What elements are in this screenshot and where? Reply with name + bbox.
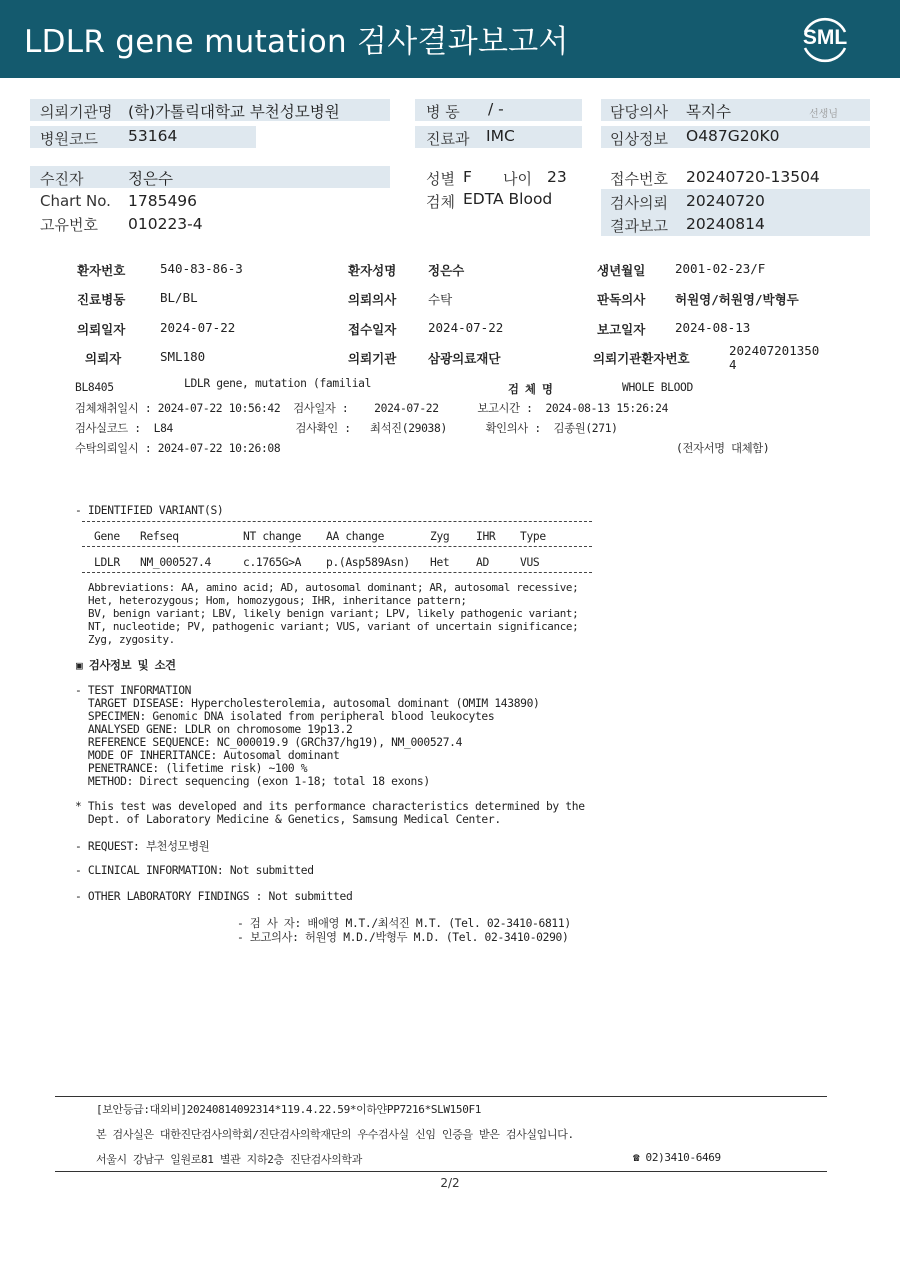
request-label: 검사의뢰 <box>610 194 668 212</box>
logo-text: SML <box>802 26 848 49</box>
report-title: LDLR gene mutation 검사결과보고서 <box>24 24 569 60</box>
request-value: 20240720 <box>686 192 765 210</box>
abbrev-line-5: Zyg, zygosity. <box>88 633 175 646</box>
patient-label: 수진자 <box>40 170 84 188</box>
col-gene: Gene <box>94 530 120 543</box>
clinical-label: 임상정보 <box>610 130 668 148</box>
hospital-code-value: 53164 <box>128 127 178 145</box>
pname-label: 환자성명 <box>348 263 397 278</box>
patient-value: 정은수 <box>128 170 173 188</box>
doctor-label: 담당의사 <box>610 103 668 121</box>
col-zyg: Zyg <box>430 530 450 543</box>
institution-value: (학)가톨릭대학교 부천성모병원 <box>128 103 340 121</box>
request-line: - REQUEST: 부천성모병원 <box>75 840 210 853</box>
pid-value: 540-83-86-3 <box>160 261 243 276</box>
uid-label: 고유번호 <box>40 216 98 234</box>
pname-value: 정은수 <box>428 263 465 278</box>
instpid-value-1: 202407201350 <box>729 343 820 358</box>
test-info-line-1: - TEST INFORMATION <box>75 684 192 697</box>
clinical-line: - CLINICAL INFORMATION: Not submitted <box>75 864 314 877</box>
doctor-suffix: 선생님 <box>809 109 838 120</box>
reqinst-label: 의뢰기관 <box>348 351 397 366</box>
specimen-label: 검체 <box>426 193 455 211</box>
abbrev-line-4: NT, nucleotide; PV, pathogenic variant; VUS, variant of uncertain significance; <box>88 620 579 633</box>
abbrev-line-1: Abbreviations: AA, amino acid; AD, autosomal dominant; AR, autosomal recessive; <box>88 581 579 594</box>
col-type: Type <box>520 530 546 543</box>
test-code: BL8405 <box>75 381 114 394</box>
test-info-line-5: REFERENCE SEQUENCE: NC_000019.9 (GRCh37/hg19), NM_000527.4 <box>75 736 463 749</box>
cert-line: 본 검사실은 대한진단검사의학회/진단검사의학재단의 우수검사실 신임 인증을 받은 검사실입니다. <box>96 1128 574 1141</box>
address-line: 서울시 강남구 일원로81 별관 지하2층 진단검사의학과 <box>96 1153 362 1166</box>
institution-label: 의뢰기관명 <box>40 103 113 121</box>
reader-value: 허원영/허원영/박형두 <box>675 292 799 307</box>
variant-title: - IDENTIFIED VARIANT(S) <box>75 504 224 517</box>
report-label: 결과보고 <box>610 217 668 235</box>
dob-value: 2001-02-23/F <box>675 261 766 276</box>
dob-label: 생년월일 <box>597 263 646 278</box>
variant-rule-mid <box>82 546 592 547</box>
sex-label: 성별 <box>426 170 455 188</box>
test-info-line-3: SPECIMEN: Genomic DNA isolated from peripheral blood leukocytes <box>75 710 495 723</box>
hospital-code-label: 병원코드 <box>40 130 98 148</box>
test-info-line-2: TARGET DISEASE: Hypercholesterolemia, autosomal dominant (OMIM 143890) <box>75 697 540 710</box>
col-refseq: Refseq <box>140 530 179 543</box>
report-value: 20240814 <box>686 215 765 233</box>
age-label: 나이 <box>503 170 532 188</box>
pid-label: 환자번호 <box>77 263 126 278</box>
age-value: 23 <box>547 168 567 186</box>
chart-value: 1785496 <box>128 192 198 210</box>
recdate-value: 2024-07-22 <box>428 320 504 335</box>
cell-ihr: AD <box>476 556 489 569</box>
variant-rule-bottom <box>82 572 592 573</box>
cell-zyg: Het <box>430 556 450 569</box>
dept-label: 진료과 <box>426 130 470 148</box>
footer-rule-bottom <box>55 1171 827 1172</box>
reqinst-value: 삼광의료재단 <box>428 351 501 366</box>
abbrev-line-3: BV, benign variant; LBV, likely benign variant; LPV, likely pathogenic variant; <box>88 607 579 620</box>
sex-value: F <box>463 168 472 186</box>
reqdoc-label: 의뢰의사 <box>348 292 397 307</box>
other-findings-line: - OTHER LABORATORY FINDINGS : Not submitted <box>75 890 353 903</box>
dept-value: IMC <box>486 127 515 145</box>
esign-note: (전자서명 대체함) <box>676 442 770 455</box>
instpid-value-2: 4 <box>729 357 737 372</box>
note-line-1: * This test was developed and its performance characteristics determined by the <box>75 800 585 813</box>
test-meta-line-3: 수탁의뢰일시 : 2024-07-22 10:26:08 <box>75 442 281 455</box>
abbrev-line-2: Het, heterozygous; Hom, homozygous; IHR, inheritance pattern; <box>88 594 467 607</box>
ward-table-value: BL/BL <box>160 290 198 305</box>
chart-label: Chart No. <box>40 192 111 210</box>
footer-rule-top <box>55 1096 827 1097</box>
reqdate-label: 의뢰일자 <box>77 322 126 337</box>
test-specimen-value: WHOLE BLOOD <box>622 381 693 394</box>
test-specimen-label: 검 체 명 <box>508 383 553 396</box>
reqdate-value: 2024-07-22 <box>160 320 236 335</box>
test-meta-line-1: 검체채취일시 : 2024-07-22 10:56:42 검사일자 : 2024-07-22 보고시간 : 2024-08-13 15:26:24 <box>75 402 669 415</box>
signer-line-2: - 보고의사: 허원영 M.D./박형두 M.D. (Tel. 02-3410-0290) <box>237 931 569 944</box>
note-line-2: Dept. of Laboratory Medicine & Genetics, Samsung Medical Center. <box>75 813 501 826</box>
page-number: 2/2 <box>440 1176 460 1190</box>
patient-box <box>30 166 390 188</box>
requester-label: 의뢰자 <box>85 351 122 366</box>
recdate-label: 접수일자 <box>348 322 397 337</box>
test-info-line-7: PENETRANCE: (lifetime risk) ~100 % <box>75 762 308 775</box>
repdate-value: 2024-08-13 <box>675 320 751 335</box>
section-title: ▣ 검사정보 및 소견 <box>76 659 176 672</box>
receipt-label: 접수번호 <box>610 170 668 188</box>
ward-value: / - <box>488 100 504 118</box>
col-ihr: IHR <box>476 530 496 543</box>
test-meta-line-2: 검사실코드 : L84 검사확인 : 최석진(29038) 확인의사 : 김종원(271) <box>75 422 618 435</box>
ward-table-label: 진료병동 <box>77 292 126 307</box>
requester-value: SML180 <box>160 349 206 364</box>
signer-line-1: - 검 사 자: 배애영 M.T./최석진 M.T. (Tel. 02-3410-6811) <box>237 917 571 930</box>
receipt-value: 20240720-13504 <box>686 168 820 186</box>
instpid-label: 의뢰기관환자번호 <box>593 351 690 366</box>
col-nt-change: NT change <box>243 530 302 543</box>
phone-line: ☎ 02)3410-6469 <box>633 1151 721 1164</box>
test-info-line-8: METHOD: Direct sequencing (exon 1-18; total 18 exons) <box>75 775 430 788</box>
cell-type: VUS <box>520 556 540 569</box>
test-info-line-6: MODE OF INHERITANCE: Autosomal dominant <box>75 749 340 762</box>
clinical-value: O487G20K0 <box>686 127 780 145</box>
doctor-value: 목지수 <box>686 103 731 121</box>
report-header <box>0 0 900 78</box>
reader-label: 판독의사 <box>597 292 646 307</box>
sml-logo <box>797 12 853 66</box>
test-info-line-4: ANALYSED GENE: LDLR on chromosome 19p13.2 <box>75 723 353 736</box>
reqdoc-value: 수탁 <box>428 292 453 307</box>
ward-label: 병 동 <box>426 103 460 121</box>
variant-rule-top <box>82 521 592 522</box>
repdate-label: 보고일자 <box>597 322 646 337</box>
uid-value: 010223-4 <box>128 215 203 233</box>
specimen-value: EDTA Blood <box>463 190 553 208</box>
cell-refseq: NM_000527.4 <box>140 556 211 569</box>
cell-gene: LDLR <box>94 556 120 569</box>
col-aa-change: AA change <box>326 530 385 543</box>
security-line: [보안등급:대외비]20240814092314*119.4.22.59*이하얀PP7216*SLW150F1 <box>96 1103 482 1116</box>
test-name: LDLR gene, mutation (familial <box>184 377 372 390</box>
cell-nt-change: c.1765G>A <box>243 556 302 569</box>
cell-aa-change: p.(Asp589Asn) <box>326 556 410 569</box>
